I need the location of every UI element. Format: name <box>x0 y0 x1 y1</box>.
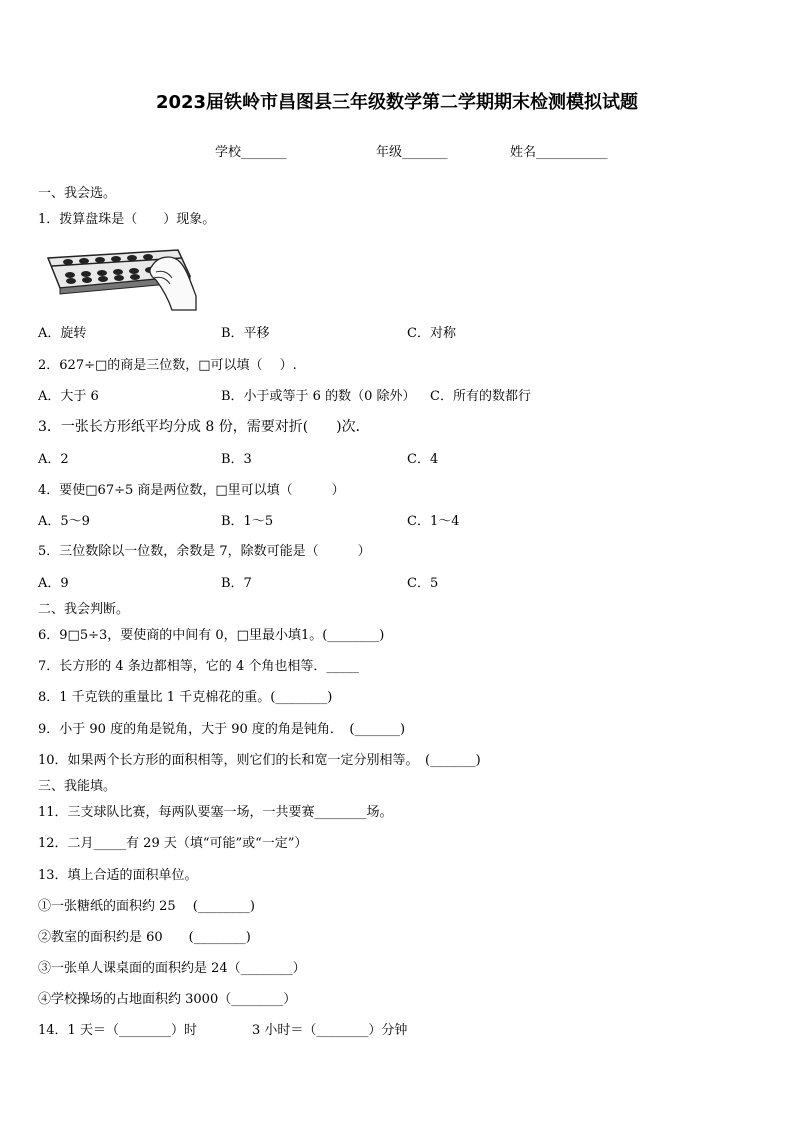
section-1-heading: 一、我会选。 <box>38 186 117 201</box>
q2-option-b: B．小于或等于 6 的数（0 除外） <box>221 389 416 404</box>
question-2: 2．627÷□的商是三位数，□可以填（ ）. <box>38 358 297 373</box>
q3-option-c: C．4 <box>407 452 439 467</box>
question-9: 9．小于 90 度的角是锐角，大于 90 度的角是钝角． (_______) <box>38 722 406 737</box>
q2-option-a: A．大于 6 <box>38 389 99 404</box>
q4-option-b: B．1～5 <box>221 514 274 529</box>
q3-option-b: B．3 <box>221 452 252 467</box>
question-14-part-b: 3 小时＝（________）分钟 <box>252 1023 408 1038</box>
question-13-item-1: ①一张糖纸的面积约 25 (________) <box>38 899 255 914</box>
question-5: 5．三位数除以一位数，余数是 7，除数可能是（ ） <box>38 544 371 559</box>
q5-option-c: C．5 <box>407 576 439 591</box>
q5-option-a: A．9 <box>38 576 69 591</box>
question-13: 13．填上合适的面积单位。 <box>38 868 198 883</box>
name-field: 姓名___________ <box>510 145 608 160</box>
q5-option-b: B．7 <box>221 576 252 591</box>
question-1: 1．拨算盘珠是（ ）现象。 <box>38 212 216 227</box>
question-10: 10．如果两个长方形的面积相等，则它们的长和宽一定分别相等。 (_______) <box>38 753 481 768</box>
question-13-item-4: ④学校操场的占地面积约 3000（________） <box>38 992 297 1007</box>
question-8: 8．1 千克铁的重量比 1 千克棉花的重。(________) <box>38 690 333 705</box>
grade-field: 年级_______ <box>376 145 448 160</box>
question-7: 7．长方形的 4 条边都相等，它的 4 个角也相等．_____ <box>38 659 359 674</box>
q4-option-c: C．1～4 <box>407 514 460 529</box>
question-14-part-a: 14．1 天＝（________）时 <box>38 1023 197 1038</box>
q2-option-c: C．所有的数都行 <box>430 389 531 404</box>
q4-option-a: A．5～9 <box>38 514 90 529</box>
question-13-item-2: ②教室的面积约是 60 (________) <box>38 930 251 945</box>
question-11: 11．三支球队比赛，每两队要塞一场，一共要赛________场。 <box>38 805 393 820</box>
question-13-item-3: ③一张单人课桌面的面积约是 24（________） <box>38 961 306 976</box>
section-3-heading: 三、我能填。 <box>38 779 117 794</box>
q1-option-b: B．平移 <box>221 326 270 341</box>
q3-option-a: A．2 <box>38 452 69 467</box>
page-title: 2023届铁岭市昌图县三年级数学第二学期期末检测模拟试题 <box>155 92 639 113</box>
question-4: 4．要使□67÷5 商是两位数，□里可以填（ ） <box>38 483 345 498</box>
question-6: 6．9□5÷3，要使商的中间有 0，□里最小填1。(________) <box>38 628 385 643</box>
question-3: 3．一张长方形纸平均分成 8 份，需要对折( )次． <box>38 419 370 435</box>
question-12: 12．二月_____有 29 天（填“可能”或“一定”） <box>38 836 308 851</box>
abacus-illustration <box>40 236 200 312</box>
q1-option-c: C．对称 <box>407 326 456 341</box>
school-field: 学校_______ <box>215 145 287 160</box>
section-2-heading: 二、我会判断。 <box>38 602 130 617</box>
q1-option-a: A．旋转 <box>38 326 87 341</box>
